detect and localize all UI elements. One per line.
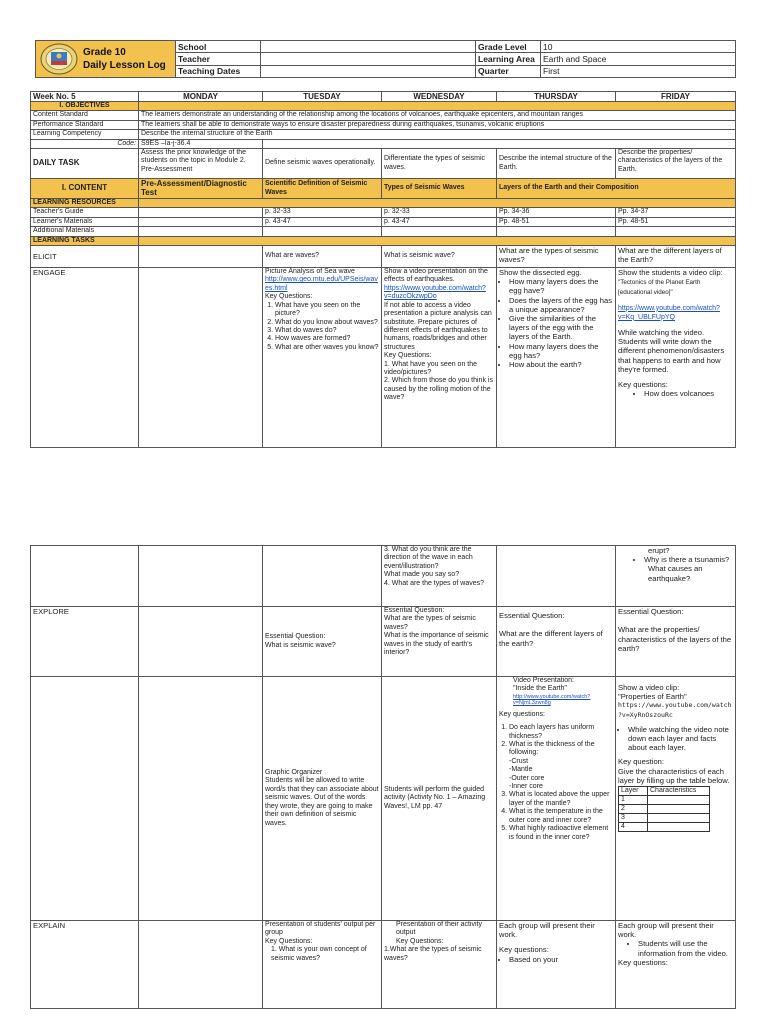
engage-tue-intro: Picture Analysis of Sea wave: [265, 268, 355, 276]
elicit-wed: What is seismic wave?: [382, 246, 497, 268]
explain-wed-q1: 1.What are the types of seismic waves?: [384, 946, 482, 962]
elicit-fri: What are the different layers of the Earth?: [616, 246, 736, 268]
engage-fri-questions: [618, 389, 733, 398]
daily-task-wed: Differentiate the types of seismic waves.: [382, 149, 497, 179]
activity-fri-kq: Key question:: [618, 757, 665, 767]
table-header: Layer: [619, 787, 648, 796]
engage-wed: [382, 268, 497, 448]
explore-tue: Essential Question: What is seismic wave?: [263, 607, 382, 677]
engage-thu-intro: Show the dissected egg.: [499, 268, 582, 278]
engage-wed-q3: 3. What do you think are the direction of the wave in each event/illustration?: [384, 546, 473, 570]
doc-title-line2: Daily Lesson Log: [83, 60, 166, 71]
learning-area-label: Learning Area: [476, 53, 541, 65]
daily-task-label: DAILY TASK: [31, 149, 139, 179]
explore-fri: Essential Question: What are the properties/ characteristics of the layers of the earth?: [616, 607, 736, 677]
performance-standard-label: Performance Standard: [31, 120, 139, 129]
engage-wed-q2: 2. Which from those do you think is caused by the rolling motion of the wave?: [384, 377, 493, 402]
performance-standard: The learners shall be able to demonstrate ways to ensure disaster preparedness during earthquakes, tsunamis, volcanic eruptions: [139, 120, 736, 129]
elicit-row: [31, 246, 736, 268]
week-label: Week No. 5: [31, 92, 139, 102]
layer-list: -Crust -Mantle -Outer core -Inner core: [509, 757, 545, 791]
resources-row: [31, 199, 736, 208]
additional-materials-row: [31, 227, 736, 236]
learners-materials-row: [31, 217, 736, 226]
activity-thu-kq: Key questions:: [499, 710, 545, 718]
table-row: 1: [619, 796, 710, 805]
engage-tue-kq: Key Questions:: [265, 293, 313, 301]
activity-thu-intro: Video Presentation: "Inside the Earth": [513, 677, 574, 693]
daily-task-fri: Describe the properties/ characteristics of the layers of the Earth.: [616, 149, 736, 179]
list-item: 5. What highly radioactive element is found in the inner core?: [509, 825, 613, 842]
explain-fri-intro: Each group will present their work.: [618, 921, 714, 940]
engage-wed-q4: 4. What are the types of waves?: [384, 579, 484, 587]
explain-fri-kq: Key questions:: [618, 957, 668, 967]
explore-label: EXPLORE: [31, 607, 139, 677]
title-block: [36, 41, 176, 78]
content-wed: Types of Seismic Waves: [382, 179, 497, 199]
explain-tue-q1: 1. What is your own concept of seismic waves?: [271, 946, 367, 962]
inside-earth-video-link[interactable]: http://www.youtube.com/watch?v=NjmL3zwn8g: [513, 693, 591, 707]
engage-tue-questions: [265, 302, 379, 352]
engage-wed-more: What made you say so?: [384, 571, 460, 579]
explain-wed: [382, 921, 497, 1009]
lm-fri: Pp. 48-51: [616, 217, 736, 226]
content-standard: The learners demonstrate an understanding of the relationship among the locations of volcanoes, earthquake epicenters, and mountain ranges: [139, 111, 736, 120]
layer-characteristics-table: [618, 786, 710, 832]
engage-wed-kq: Key Questions:: [384, 352, 432, 360]
explore-activity-row: [31, 677, 736, 921]
list-item: • Give the similarities of the layers of the egg with the layers of the Earth.: [509, 314, 613, 342]
quarter-label: Quarter: [476, 65, 541, 77]
engage-row: [31, 268, 736, 448]
teaching-dates-label: Teaching Dates: [176, 65, 261, 77]
tg-fri: Pp. 34-37: [616, 208, 736, 217]
properties-video-link[interactable]: https://www.youtube.com/watch?v=XyRnOszouRc: [618, 701, 732, 719]
lm-tue: p. 43-47: [263, 217, 382, 226]
list-item: • Does the layers of the egg has a unique appearance?: [509, 296, 613, 314]
list-item: • While watching the video note down each layer and facts about each layer.: [628, 725, 733, 753]
lesson-log-table-page1: [30, 91, 736, 448]
list-item: • Why is there a tsunamis?: [644, 555, 733, 564]
explore-wed: Essential Question: What are the types of seismic waves? What is the importance of seismic waves in the study of earth's interior?: [382, 607, 497, 677]
content-mon: Pre-Assessment/Diagnostic Test: [139, 179, 263, 199]
code-label: Code:: [31, 139, 139, 148]
list-item: • Students will use the information from the video.: [638, 939, 733, 957]
list-item: 2. What is the thickness of the following: -Crust -Mantle -Outer core -Inner core: [509, 741, 613, 791]
quarter-value[interactable]: First: [541, 65, 736, 77]
elicit-mon: [139, 246, 263, 268]
explain-wed-kq: Key Questions:: [396, 937, 444, 945]
activity-thu-questions: [499, 724, 613, 842]
lesson-log-table-page2: [30, 545, 736, 1009]
content-thu-fri: Layers of the Earth and their Composition: [497, 179, 736, 199]
engage-fri-intro: Show the students a video clip:: [618, 268, 723, 278]
teaching-dates-field[interactable]: [261, 65, 476, 77]
explain-wed-intro: Presentation of their activity output: [396, 921, 482, 937]
content-tue: Scientific Definition of Seismic Waves: [263, 179, 382, 199]
daily-task-tue: Define seismic waves operationally.: [263, 149, 382, 179]
explain-tue-intro: Presentation of students' output per group: [265, 921, 376, 937]
engage-fri-text: While watching the video. Students will write down the different phenomenon/disasters that happens to earth and how they're formed.: [618, 328, 725, 374]
engage-tue: [263, 268, 382, 448]
daily-task-row: [31, 149, 736, 179]
engage-fri-cont: [616, 546, 736, 607]
deped-seal-icon: [39, 43, 79, 75]
list-item: 1. Do each layers has uniform thickness?: [509, 724, 613, 741]
learning-area-value[interactable]: Earth and Space: [541, 53, 736, 65]
engage-wed-intro: Show a video presentation on the effects of earthquakes.: [384, 268, 488, 284]
activity-tue: Graphic Organizer Students will be allowed to write word/s that they can associate about seismic waves. Out of the words they wrote, they are going to make their own definition of seismic waves.: [263, 677, 382, 921]
activity-fri: [616, 677, 736, 921]
learners-materials-label: Learner's Materials: [31, 217, 139, 226]
engage-fri-video-title: "Tectonics of the Planet Earth [educational video]": [618, 279, 701, 297]
list-item: • How does volcanoes: [644, 389, 733, 398]
list-item: • How many layers does the egg has?: [509, 342, 613, 360]
teacher-field[interactable]: [261, 53, 476, 65]
activity-wed: Students will perform the guided activity (Activity No. 1 – Amazing Waves!, LM pp. 47: [382, 677, 497, 921]
explain-thu: [497, 921, 616, 1009]
teachers-guide-row: [31, 208, 736, 217]
sea-wave-link[interactable]: http://www.geo.mtu.edu/UPSeis/waves.html: [265, 276, 378, 292]
explain-thu-kq: Key questions:: [499, 945, 549, 955]
engage-continued-row: [31, 546, 736, 607]
elicit-thu: What are the types of seismic waves?: [497, 246, 616, 268]
learning-competency-label: Learning Competency: [31, 130, 139, 139]
engage-wed-cont: [382, 546, 497, 607]
list-item: • How many layers does the egg have?: [509, 277, 613, 295]
tg-thu: Pp. 34-36: [497, 208, 616, 217]
list-item: 4. What is the temperature in the outer core and inner core?: [509, 808, 613, 825]
school-label: School: [176, 41, 261, 53]
earthquake-video-link[interactable]: https://www.youtube.com/watch?v=duzcOkzwpDo: [384, 284, 486, 301]
activity-fri-text: Give the characteristics of each layer by filling up the table below.: [618, 766, 730, 785]
engage-fri-eq: What causes an earthquake?: [648, 564, 703, 583]
resources-heading: LEARNING RESOURCES: [31, 199, 139, 208]
day-thursday: THURSDAY: [497, 92, 616, 102]
day-tuesday: TUESDAY: [263, 92, 382, 102]
engage-wed-alt: If not able to access a video presentation a picture analysis can substitute. Prepare pictures of different effects of earthquakes to humans, roads/bridges and other structures: [384, 301, 492, 351]
school-field[interactable]: [261, 41, 476, 53]
competency-code: S9ES –Ia-j-36.4: [139, 139, 263, 148]
explain-thu-intro: Each group will present their work.: [499, 921, 595, 940]
lm-wed: p. 43-47: [382, 217, 497, 226]
engage-thu: [497, 268, 616, 448]
engage-label: ENGAGE: [31, 268, 139, 448]
teachers-guide-label: Teacher's Guide: [31, 208, 139, 217]
table-row: 4: [619, 823, 710, 832]
explain-label: EXPLAIN: [31, 921, 139, 1009]
engage-wed-q1: 1. What have you seen on the video/pictures?: [384, 360, 478, 376]
list-item: 3. What do waves do?: [275, 327, 379, 335]
table-row: 3: [619, 814, 710, 823]
objectives-row: [31, 102, 736, 111]
engage-fri-kq: Key questions:: [618, 380, 668, 390]
grade-level-label: Grade Level: [476, 41, 541, 53]
explain-tue-kq: Key Questions:: [265, 937, 313, 945]
activity-fri-intro: Show a video clip: "Properties of Earth": [618, 683, 687, 702]
explore-thu: Essential Question: What are the different layers of the earth?: [497, 607, 616, 677]
teacher-label: Teacher: [176, 53, 261, 65]
learning-tasks-heading: LEARNING TASKS: [31, 236, 139, 245]
list-item: • How about the earth?: [509, 360, 613, 369]
table-row: 2: [619, 805, 710, 814]
explain-row: [31, 921, 736, 1009]
learning-competency: Describe the internal structure of the Earth: [139, 130, 736, 139]
lm-thu: Pp. 48-51: [497, 217, 616, 226]
engage-fri-erupt: erupt?: [648, 546, 670, 555]
tg-mon: [139, 208, 263, 217]
list-item: 3. What is located above the upper layer of the mantle?: [509, 791, 613, 808]
day-wednesday: WEDNESDAY: [382, 92, 497, 102]
doc-title-line1: Grade 10: [83, 47, 126, 58]
tg-tue: p. 32-33: [263, 208, 382, 217]
list-item: 2. What do you know about waves?: [275, 319, 379, 327]
day-friday: FRIDAY: [616, 92, 736, 102]
objectives-heading: I. OBJECTIVES: [31, 102, 139, 111]
day-monday: MONDAY: [139, 92, 263, 102]
engage-fri: [616, 268, 736, 448]
day-header-row: [31, 92, 736, 102]
content-standard-label: Content Standard: [31, 111, 139, 120]
elicit-tue: What are waves?: [263, 246, 382, 268]
list-item: 1. What have you seen on the picture?: [275, 302, 379, 319]
activity-thu: [497, 677, 616, 921]
header-table: [35, 40, 736, 78]
list-item: 4. How waves are formed?: [275, 335, 379, 343]
content-row: [31, 179, 736, 199]
daily-task-mon: Assess the prior knowledge of the students on the topic in Module 2. Pre-Assessment: [139, 149, 263, 179]
table-header: Characteristics: [648, 787, 710, 796]
list-item: 5. What are other waves you know?: [275, 344, 379, 352]
list-item: • Based on your: [509, 955, 613, 964]
tg-wed: p. 32-33: [382, 208, 497, 217]
lm-mon: [139, 217, 263, 226]
content-label: I. CONTENT: [31, 179, 139, 199]
additional-materials-label: Additional Materials: [31, 227, 139, 236]
explain-tue: [263, 921, 382, 1009]
explore-row: [31, 607, 736, 677]
engage-thu-questions: [499, 277, 613, 369]
tectonics-video-link[interactable]: https://www.youtube.com/watch?v=Kq_UBLFUpYQ: [618, 304, 720, 321]
daily-task-thu: Describe the internal structure of the Earth.: [497, 149, 616, 179]
explain-fri: [616, 921, 736, 1009]
learning-tasks-row: [31, 236, 736, 245]
elicit-label: ELICIT: [31, 246, 139, 268]
grade-level-value[interactable]: 10: [541, 41, 736, 53]
